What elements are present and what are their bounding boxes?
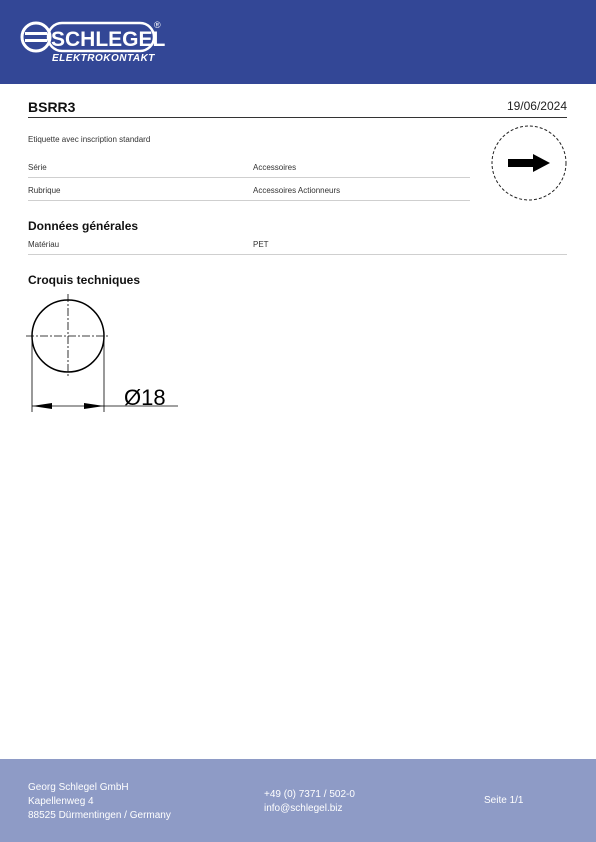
general-data-heading: Données générales bbox=[28, 219, 139, 233]
product-description: Etiquette avec inscription standard bbox=[28, 135, 151, 144]
footer-address bbox=[28, 781, 171, 823]
product-thumbnail bbox=[491, 125, 567, 201]
email-link[interactable]: info@schlegel.biz bbox=[264, 803, 343, 814]
footer bbox=[0, 759, 596, 842]
technical-sketch-heading: Croquis techniques bbox=[28, 273, 141, 287]
registered-mark: ® bbox=[154, 20, 161, 30]
attribute-value: Accessoires bbox=[253, 163, 297, 172]
diameter-dimension: Ø18 bbox=[124, 385, 166, 410]
company-street: Kapellenweg 4 bbox=[28, 796, 94, 807]
title-divider bbox=[28, 117, 567, 118]
attribute-row-rubrique bbox=[28, 182, 470, 201]
general-row-materiau bbox=[28, 236, 567, 255]
attribute-label: Rubrique bbox=[28, 186, 61, 195]
footer-contact bbox=[264, 788, 355, 816]
document-date: 19/06/2024 bbox=[506, 99, 567, 113]
company-city: 88525 Dürmentingen / Germany bbox=[28, 810, 171, 821]
phone-number: +49 (0) 7371 / 502-0 bbox=[264, 789, 355, 800]
header-banner bbox=[0, 0, 596, 84]
product-code: BSRR3 bbox=[28, 99, 76, 115]
brand-wordmark: SCHLEGEL bbox=[51, 28, 166, 51]
technical-drawing bbox=[26, 294, 186, 419]
company-name: Georg Schlegel GmbH bbox=[28, 782, 129, 793]
general-value: PET bbox=[253, 240, 269, 249]
attribute-row-serie bbox=[28, 159, 470, 178]
general-label: Matériau bbox=[28, 240, 60, 249]
page-number: Seite 1/1 bbox=[484, 795, 524, 806]
brand-tagline: ELEKTROKONTAKT bbox=[52, 53, 155, 64]
attribute-label: Série bbox=[28, 163, 47, 172]
attribute-value: Accessoires Actionneurs bbox=[253, 186, 341, 195]
